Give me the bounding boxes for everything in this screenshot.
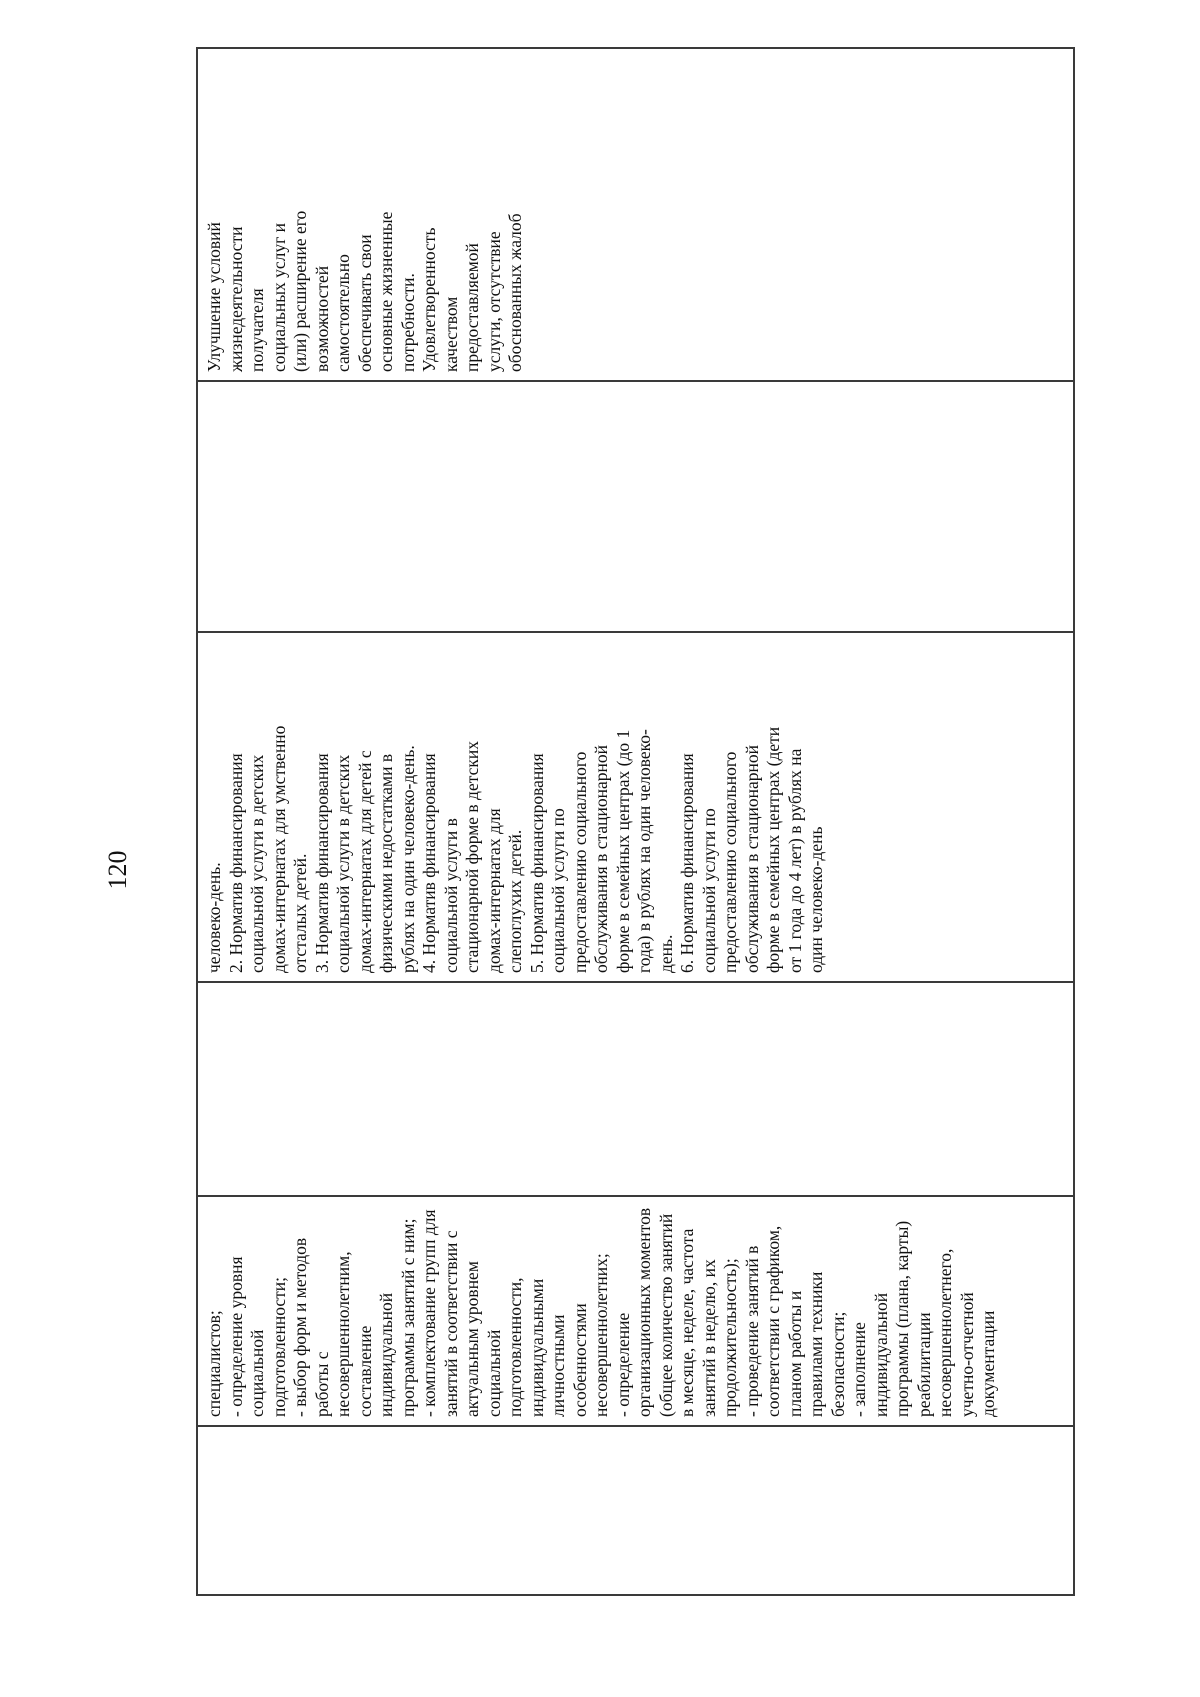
cell-text-line: 6. Норматив финансирования xyxy=(677,753,697,973)
cell-text-line: подготовленности; xyxy=(268,1276,289,1417)
cell-text-line: несовершеннолетних; xyxy=(591,1253,611,1417)
table-cell-1 xyxy=(197,1426,1074,1595)
cell-text-line: получателя xyxy=(247,288,267,372)
cell-text-line: правилами техники xyxy=(806,1271,826,1417)
cell-text-line: 5. Норматив финансирования xyxy=(526,753,547,973)
cell-text-line: форме в семейных центрах (до 1 xyxy=(612,729,633,973)
cell-text-line: программы занятий с ним; xyxy=(397,1218,418,1417)
cell-text-line: документации xyxy=(978,1310,998,1417)
cell-text-line: предоставляемой xyxy=(462,243,482,372)
cell-text-line: - определение уровня xyxy=(225,1256,246,1417)
cell-text-line: слепоглухих детей. xyxy=(505,829,525,973)
cell-text-line: организационных моментов xyxy=(634,1207,654,1417)
cell-text-line: предоставлению социального xyxy=(720,751,740,973)
cell-text-line: социальной xyxy=(483,1329,504,1417)
cell-text-line: - заполнение xyxy=(849,1322,869,1417)
cell-text-line: года) в рублях на один человеко- xyxy=(634,729,654,973)
cell-text-line: социальной услуги по xyxy=(698,808,719,973)
table-cell-5 xyxy=(197,381,1074,632)
cell-text-line: индивидуальной xyxy=(870,1292,891,1417)
cell-text-line: личностными xyxy=(548,1314,568,1417)
cell-text-line: один человеко-день xyxy=(806,826,826,973)
cell-text-line: возможностей xyxy=(311,265,332,372)
cell-text-line: - определение xyxy=(612,1312,633,1417)
cell-text-line: качеством xyxy=(440,296,461,372)
cell-text-line: - проведение занятий в xyxy=(741,1245,762,1417)
cell-text-line: реабилитации xyxy=(913,1312,934,1417)
rotated-table-wrapper xyxy=(196,49,1075,1596)
cell-text-line: самостоятельно xyxy=(333,254,353,372)
table-cell-3 xyxy=(197,982,1074,1196)
cell-text-line: в месяце, неделе, частота xyxy=(677,1228,697,1417)
cell-text-line: программы (плана, карты) xyxy=(892,1220,912,1417)
cell-text-line: 4. Норматив финансирования xyxy=(419,753,439,973)
cell-text-line: человеко-день. xyxy=(204,862,224,973)
cell-text-line: составление xyxy=(354,1325,375,1417)
cell-text-line: специалистов; xyxy=(204,1310,224,1417)
cell-text-line: 3. Норматив финансирования xyxy=(311,753,332,973)
page-number: 120 xyxy=(103,850,132,890)
cell-text-line: основные жизненные xyxy=(376,211,396,372)
cell-text-line: соответствии с графиком, xyxy=(763,1225,783,1417)
cell-text-line: обслуживания в стационарной xyxy=(591,745,611,973)
cell-text-line: социальной услуги в xyxy=(440,818,461,973)
services-table xyxy=(196,47,1075,1596)
table-cell-4 xyxy=(197,632,1074,982)
cell-text-line: продолжительность); xyxy=(720,1258,740,1417)
cell-text-line: учетно-отчетной xyxy=(956,1292,977,1417)
cell-text-line: - комплектование групп для xyxy=(419,1209,439,1417)
cell-text-line: актуальным уровнем xyxy=(462,1261,482,1417)
cell-text-line: обслуживания в стационарной xyxy=(741,745,762,973)
cell-text-line: рублях на один человеко-день. xyxy=(397,745,418,973)
cell-text-line: домах-интернатах для xyxy=(483,808,504,973)
cell-text-line: день. xyxy=(655,934,676,973)
cell-text-line: особенностями xyxy=(569,1303,590,1417)
cell-text-line: социальной услуги по xyxy=(548,808,568,973)
cell-text-line: домах-интернатах для детей с xyxy=(354,750,375,973)
table-row xyxy=(197,48,1074,1595)
cell-text-line: подготовленности, xyxy=(505,1277,525,1417)
cell-text-line: занятий в неделю, их xyxy=(698,1259,719,1417)
cell-text-line: несовершеннолетним, xyxy=(333,1251,353,1417)
cell-text-line: форме в семейных центрах (дети xyxy=(763,726,783,973)
cell-text-line: социальных услуг и xyxy=(268,222,289,372)
table-cell-6 xyxy=(197,48,1074,381)
cell-text-line: физическими недостатками в xyxy=(376,753,396,973)
cell-text-line: социальной xyxy=(247,1329,267,1417)
cell-text-line: несовершеннолетнего, xyxy=(935,1248,955,1417)
cell-text-line: (общее количество занятий xyxy=(655,1213,676,1417)
cell-text-line: Удовлетворенность xyxy=(419,227,439,372)
cell-text-line: жизнедеятельности xyxy=(225,226,246,372)
cell-text-line: социальной услуги в детских xyxy=(247,754,267,973)
cell-text-line: 2. Норматив финансирования xyxy=(225,753,246,973)
cell-text-line: обоснованных жалоб xyxy=(505,213,525,372)
cell-text-line: безопасности; xyxy=(827,1311,848,1417)
cell-text-line: обеспечивать свои xyxy=(354,234,375,372)
cell-text-line: социальной услуги в детских xyxy=(333,754,353,973)
cell-text-line: Улучшение условий xyxy=(204,222,224,372)
cell-text-line: стационарной форме в детских xyxy=(462,741,482,973)
table-cell-2 xyxy=(197,1196,1074,1426)
cell-text-line: домах-интернатах для умственно xyxy=(268,725,289,973)
cell-text-line: работы с xyxy=(311,1351,332,1417)
cell-text-line: (или) расширение его xyxy=(290,210,310,372)
cell-text-line: индивидуальными xyxy=(526,1278,547,1417)
cell-text-line: предоставлению социального xyxy=(569,751,590,973)
cell-text-line: - выбор форм и методов xyxy=(290,1237,310,1417)
cell-text-line: занятий в соответствии с xyxy=(440,1230,461,1417)
cell-text-line: планом работы и xyxy=(784,1290,805,1417)
cell-text-line: услуги, отсутствие xyxy=(483,231,504,372)
cell-text-line: от 1 года до 4 лет) в рублях на xyxy=(784,748,805,973)
cell-text-line: потребности. xyxy=(397,273,418,372)
cell-text-line: отсталых детей. xyxy=(290,853,310,973)
cell-text-line: индивидуальной xyxy=(376,1292,396,1417)
